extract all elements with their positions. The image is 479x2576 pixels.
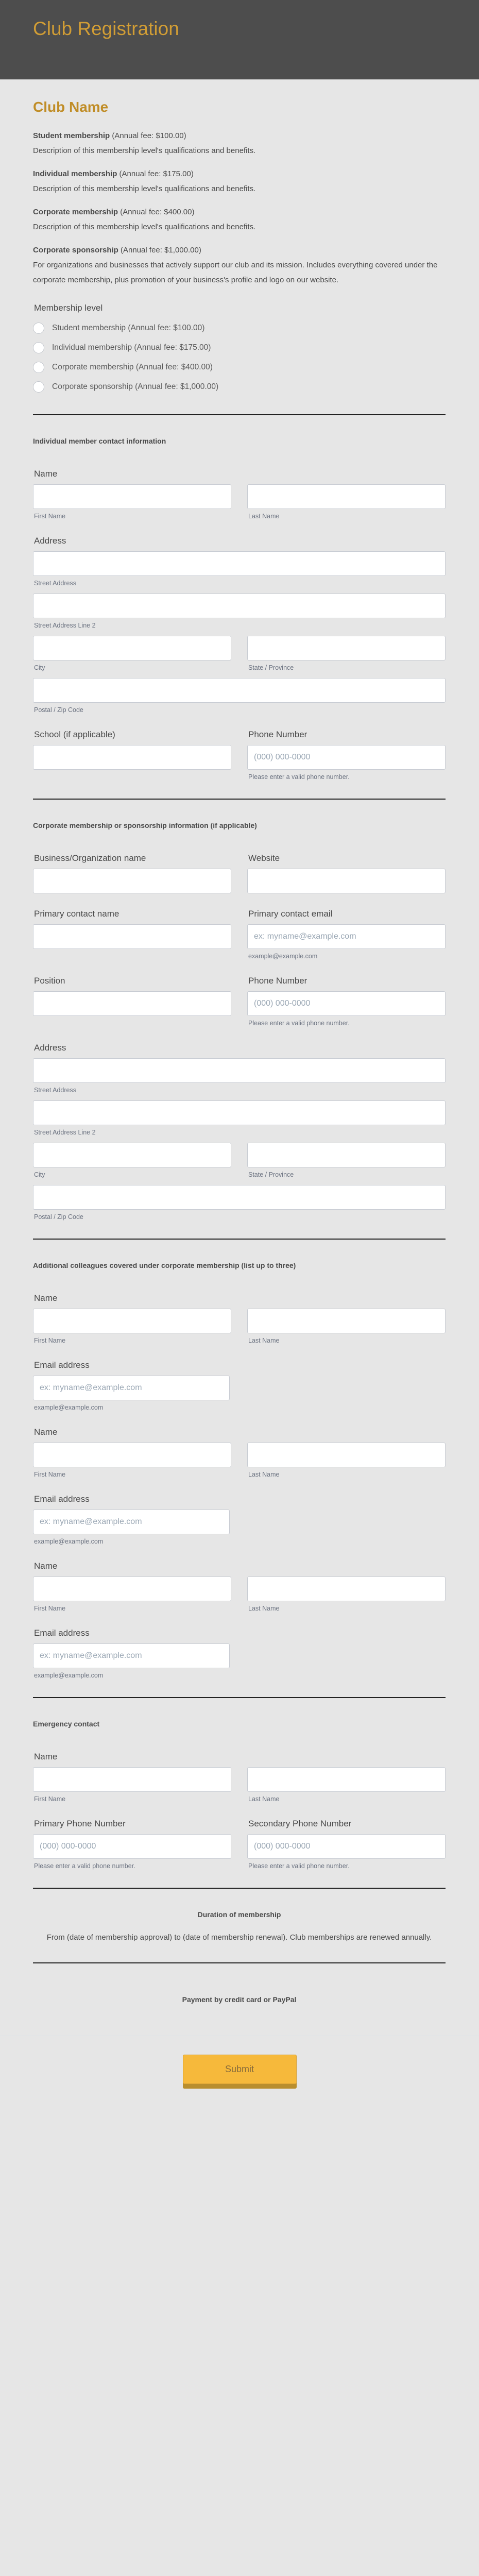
city-input[interactable]	[33, 636, 231, 660]
membership-info-corporate	[33, 205, 446, 234]
corporate-phone-input[interactable]	[247, 991, 446, 1016]
section-heading-emergency: Emergency contact	[33, 1720, 100, 1728]
radio-label[interactable]: Corporate sponsorship (Annual fee: $1,000.00)	[52, 382, 219, 391]
membership-description: Description of this membership level's qualifications and benefits.	[33, 184, 256, 193]
membership-level-group	[33, 303, 446, 397]
membership-description: Description of this membership level's qualifications and benefits.	[33, 146, 256, 155]
corporate-street-input[interactable]	[33, 1058, 446, 1083]
colleague-1-email-label: Email address	[34, 1360, 90, 1370]
contact-email-input[interactable]	[247, 924, 446, 949]
last-name-sublabel: Last Name	[248, 1795, 280, 1803]
section-divider	[33, 1239, 446, 1240]
radio-label[interactable]: Corporate membership (Annual fee: $400.00)	[52, 363, 213, 371]
membership-info-individual	[33, 166, 446, 196]
section-divider	[33, 799, 446, 800]
contact-email-label: Primary contact email	[248, 909, 333, 919]
section-heading-colleagues: Additional colleagues covered under corporate membership (list up to three)	[33, 1261, 296, 1269]
corporate-postal-input[interactable]	[33, 1185, 446, 1210]
first-name-sublabel: First Name	[34, 1337, 66, 1344]
membership-fee: (Annual fee: $100.00)	[112, 131, 186, 140]
radio-sponsorship[interactable]	[33, 377, 446, 397]
state-sublabel: State / Province	[248, 664, 294, 671]
emergency-name-label: Name	[34, 1752, 58, 1761]
postal-code-sublabel: Postal / Zip Code	[34, 1213, 83, 1221]
street-address-sublabel: Street Address	[34, 1087, 76, 1094]
school-label: School (if applicable)	[34, 730, 115, 739]
email-hint: example@example.com	[34, 1672, 104, 1679]
membership-fee: (Annual fee: $400.00)	[120, 208, 195, 216]
last-name-sublabel: Last Name	[248, 1605, 280, 1612]
radio-student[interactable]	[33, 318, 446, 338]
state-input[interactable]	[247, 636, 446, 660]
section-divider	[33, 1697, 446, 1698]
membership-name: Corporate membership	[33, 208, 118, 216]
primary-phone-label: Primary Phone Number	[34, 1819, 126, 1828]
section-heading-corporate: Corporate membership or sponsorship information (if applicable)	[33, 821, 257, 829]
colleague-2-last-name-input[interactable]	[247, 1443, 446, 1467]
phone-hint: Please enter a valid phone number.	[34, 1862, 135, 1870]
first-name-sublabel: First Name	[34, 1795, 66, 1803]
secondary-phone-label: Secondary Phone Number	[248, 1819, 352, 1828]
membership-name: Corporate sponsorship	[33, 246, 118, 255]
last-name-sublabel: Last Name	[248, 1471, 280, 1478]
membership-name: Student membership	[33, 131, 110, 140]
business-name-label: Business/Organization name	[34, 853, 146, 863]
city-sublabel: City	[34, 1171, 45, 1178]
membership-description: For organizations and businesses that actively support our club and its mission. Includes everything covered under the corporate membership, plus promotion of your business's profile and logo on our website.	[33, 261, 438, 284]
state-sublabel: State / Province	[248, 1171, 294, 1178]
colleague-3-name-label: Name	[34, 1561, 58, 1571]
colleague-2-first-name-input[interactable]	[33, 1443, 231, 1467]
street-address-line2-input[interactable]	[33, 594, 446, 618]
last-name-sublabel: Last Name	[248, 513, 280, 520]
first-name-input[interactable]	[33, 484, 231, 509]
phone-label: Phone Number	[248, 730, 307, 739]
primary-phone-input[interactable]	[33, 1834, 231, 1859]
radio-label[interactable]: Student membership (Annual fee: $100.00)	[52, 324, 205, 332]
last-name-input[interactable]	[247, 484, 446, 509]
website-label: Website	[248, 853, 280, 863]
membership-fee: (Annual fee: $175.00)	[119, 170, 194, 178]
colleague-2-email-label: Email address	[34, 1494, 90, 1504]
first-name-sublabel: First Name	[34, 1605, 66, 1612]
radio-circle[interactable]	[33, 381, 44, 393]
last-name-sublabel: Last Name	[248, 1337, 280, 1344]
email-hint: example@example.com	[34, 1538, 104, 1545]
position-label: Position	[34, 976, 65, 986]
membership-info-sponsorship	[33, 243, 446, 287]
secondary-phone-input[interactable]	[247, 1834, 446, 1859]
colleague-2-name-label: Name	[34, 1427, 58, 1437]
radio-circle[interactable]	[33, 323, 44, 334]
colleague-3-first-name-input[interactable]	[33, 1577, 231, 1601]
form-title: Club Registration	[33, 18, 179, 39]
position-input[interactable]	[33, 991, 231, 1016]
section-divider	[33, 414, 446, 415]
colleague-1-last-name-input[interactable]	[247, 1309, 446, 1333]
section-divider	[33, 1888, 446, 1889]
street-address-line2-sublabel: Street Address Line 2	[34, 622, 96, 629]
radio-label[interactable]: Individual membership (Annual fee: $175.00)	[52, 343, 211, 352]
colleague-2-email-input[interactable]	[33, 1510, 230, 1534]
email-hint: example@example.com	[34, 1404, 104, 1411]
membership-info-student	[33, 128, 446, 158]
membership-name: Individual membership	[33, 170, 117, 178]
first-name-sublabel: First Name	[34, 1471, 66, 1478]
emergency-last-name-input[interactable]	[247, 1767, 446, 1792]
radio-circle[interactable]	[33, 362, 44, 373]
contact-name-label: Primary contact name	[34, 909, 119, 919]
emergency-first-name-input[interactable]	[33, 1767, 231, 1792]
section-divider	[33, 1962, 446, 1963]
duration-heading: Duration of membership	[197, 1910, 281, 1919]
corporate-city-input[interactable]	[33, 1143, 231, 1167]
membership-level-label: Membership level	[34, 303, 103, 313]
radio-circle[interactable]	[33, 342, 44, 353]
phone-hint: Please enter a valid phone number.	[248, 1020, 350, 1027]
colleague-1-email-input[interactable]	[33, 1376, 230, 1400]
colleague-3-email-label: Email address	[34, 1628, 90, 1638]
form-footer	[0, 2036, 479, 2105]
section-heading-individual: Individual member contact information	[33, 437, 166, 445]
address-label: Address	[34, 536, 66, 546]
business-name-input[interactable]	[33, 869, 231, 893]
membership-description: Description of this membership level's qualifications and benefits.	[33, 223, 256, 231]
colleague-3-email-input[interactable]	[33, 1643, 230, 1668]
school-input[interactable]	[33, 745, 231, 770]
email-hint: example@example.com	[248, 953, 318, 960]
radio-corporate[interactable]	[33, 358, 446, 377]
submit-button[interactable]: Submit	[183, 2055, 297, 2084]
street-address-input[interactable]	[33, 551, 446, 576]
membership-fee: (Annual fee: $1,000.00)	[121, 246, 201, 255]
payment-heading: Payment by credit card or PayPal	[182, 1995, 297, 2004]
phone-hint: Please enter a valid phone number.	[248, 773, 350, 781]
corporate-state-input[interactable]	[247, 1143, 446, 1167]
radio-individual[interactable]	[33, 338, 446, 358]
website-input[interactable]	[247, 869, 446, 893]
street-address-line2-sublabel: Street Address Line 2	[34, 1129, 96, 1136]
phone-input[interactable]	[247, 745, 446, 770]
club-name-heading: Club Name	[33, 99, 109, 115]
contact-name-input[interactable]	[33, 924, 231, 949]
corporate-phone-label: Phone Number	[248, 976, 307, 986]
city-sublabel: City	[34, 664, 45, 671]
colleague-3-last-name-input[interactable]	[247, 1577, 446, 1601]
street-address-sublabel: Street Address	[34, 580, 76, 587]
postal-code-input[interactable]	[33, 678, 446, 703]
corporate-address-label: Address	[34, 1043, 66, 1053]
colleague-1-name-label: Name	[34, 1293, 58, 1303]
phone-hint: Please enter a valid phone number.	[248, 1862, 350, 1870]
first-name-sublabel: First Name	[34, 513, 66, 520]
duration-text: From (date of membership approval) to (date of membership renewal). Club memberships are renewed annually.	[46, 1933, 432, 1942]
form-body	[0, 80, 479, 2036]
colleague-1-first-name-input[interactable]	[33, 1309, 231, 1333]
form-header	[0, 0, 479, 80]
corporate-street-line2-input[interactable]	[33, 1100, 446, 1125]
postal-code-sublabel: Postal / Zip Code	[34, 706, 83, 714]
name-label: Name	[34, 469, 58, 479]
